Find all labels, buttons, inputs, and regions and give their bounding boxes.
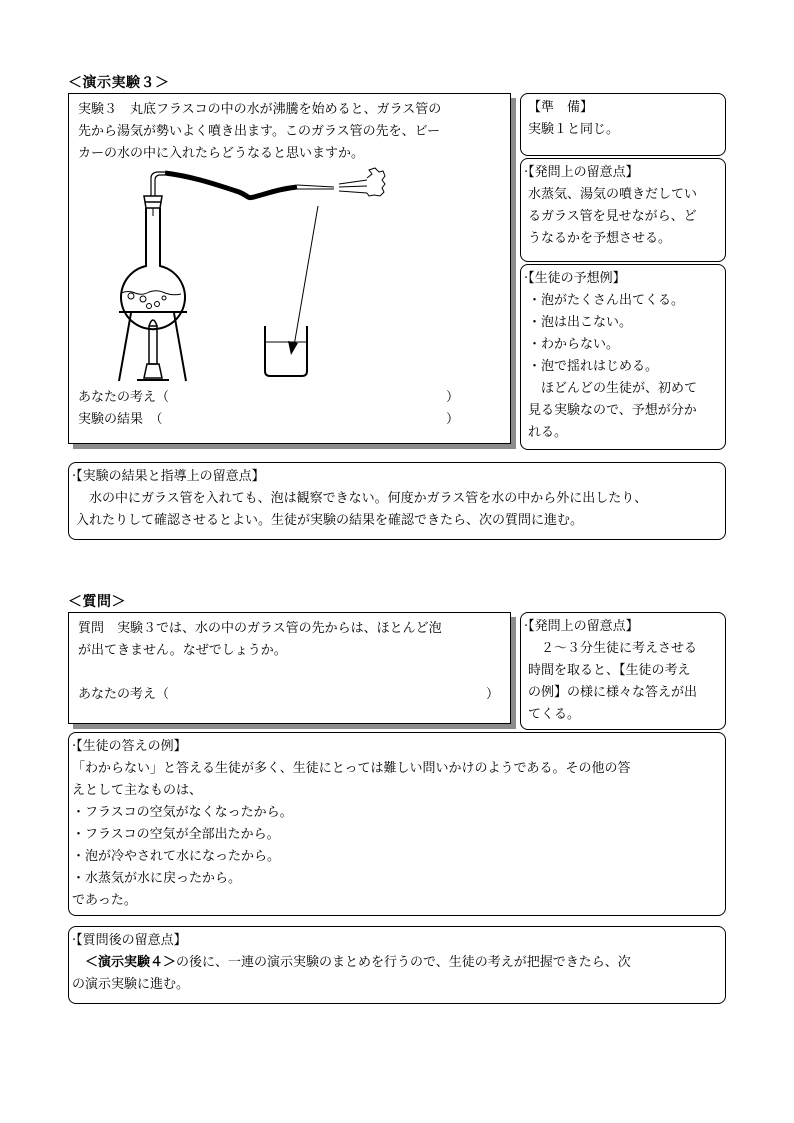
student-answers-box	[68, 732, 726, 916]
result-label: 実験の結果 （	[78, 412, 163, 427]
after-question-notes-box	[68, 926, 726, 1004]
demo-experiment-4-reference: ＜演示実験４＞	[72, 955, 177, 970]
question-notes-line-4: てくる。	[528, 707, 581, 722]
section-heading-question: ＜質問＞	[68, 594, 126, 610]
glass-nozzle-icon	[297, 185, 334, 189]
question-notes-line-2: 時間を取ると、【生徒の考え	[528, 663, 691, 678]
answers-closing-line: であった。	[72, 893, 137, 908]
question-notes-box	[520, 612, 726, 730]
experiment-illustration	[69, 166, 510, 386]
answer-item: ・フラスコの空気が全部出たから。	[72, 827, 280, 842]
questioning-notes-line-2: るガラス管を見せながら、ど	[528, 209, 697, 224]
answers-line-1: 「わからない」と答える生徒が多く、生徒にとっては難しい問いかけのようである。その他の答	[72, 761, 631, 776]
predictions-comment-line-3: れる。	[528, 425, 568, 440]
answers-title: ·【生徒の答えの例】	[72, 739, 187, 754]
question-line-2: 先から湯気が勢いよく噴き出ます。このガラス管の先を、ビー	[78, 124, 441, 139]
tripod-icon	[119, 312, 187, 381]
questioning-notes-line-1: 水蒸気、湯気の噴きだしてい	[528, 187, 698, 202]
results-line-2: 入れたりして確認させるとよい。生徒が実験の結果を確認できたら、次の質問に進む。	[76, 513, 584, 528]
answer-close-paren: ）	[446, 390, 460, 405]
after-notes-line-2: の演示実験に進む。	[72, 977, 190, 992]
question-notes-line-3: の例】の様に様々な答えが出	[528, 685, 698, 700]
questioning-notes-line-3: うなるかを予想させる。	[528, 231, 672, 246]
prediction-item: ・泡は出こない。	[528, 315, 633, 330]
student-predictions-box	[520, 264, 726, 450]
question2-line-1: 質問 実験３では、水の中のガラス管の先からは、ほとんど泡	[78, 621, 442, 636]
prediction-item: ・泡がたくさん出てくる。	[528, 293, 685, 308]
results-line-1: 水の中にガラス管を入れても、泡は観察できない。何度かガラス管を水の中から外に出したり、	[76, 491, 648, 506]
results-guidance-box	[68, 462, 726, 540]
answer-field[interactable]	[189, 390, 439, 408]
answer2-field[interactable]	[189, 687, 479, 705]
preparation-title: 【準 備】	[528, 100, 594, 115]
preparation-line: 実験１と同じ。	[528, 122, 620, 137]
results-title: ·【実験の結果と指導上の留意点】	[72, 469, 265, 484]
answer-item: ・フラスコの空気がなくなったから。	[72, 805, 293, 820]
question-notes-line-1: ２～３分生徒に考えさせる	[528, 641, 698, 656]
prediction-item: ・泡で揺れはじめる。	[528, 359, 659, 374]
rubber-tube-icon	[165, 173, 297, 198]
glass-tube-icon	[151, 172, 165, 196]
question2-line-2: が出てきません。なぜでしょうか。	[78, 643, 287, 658]
result-field[interactable]	[189, 412, 439, 430]
arrow-icon	[288, 206, 318, 355]
preparation-box	[520, 93, 726, 156]
section-heading-demo-experiment-3: ＜演示実験３＞	[68, 75, 170, 91]
after-notes-line-1	[72, 952, 631, 974]
answer-item: ・泡が冷やされて水になったから。	[72, 849, 281, 864]
question-notes-title: ·【発問上の留意点】	[524, 619, 639, 634]
experiment-question-box	[68, 93, 511, 444]
predictions-comment-line-1: ほどんどの生徒が、初めて	[528, 381, 698, 396]
answer2-close-paren: ）	[486, 687, 500, 702]
answer-label: あなたの考え（	[78, 390, 170, 405]
questioning-notes-title: ·【発問上の留意点】	[524, 165, 639, 180]
prediction-item: ・わからない。	[528, 337, 620, 352]
predictions-comment-line-2: 見る実験なので、予想が分か	[528, 403, 697, 418]
answers-line-2: えとして主なものは、	[72, 783, 203, 798]
predictions-title: ·【生徒の予想例】	[524, 271, 626, 286]
question-line-3: カーの水の中に入れたらどうなると思いますか。	[78, 146, 365, 161]
answer-item: ・水蒸気が水に戻ったから。	[72, 871, 242, 886]
result-close-paren: ）	[446, 412, 460, 427]
answer2-label: あなたの考え（	[78, 687, 170, 702]
beaker-icon	[265, 326, 307, 376]
question-box	[68, 612, 511, 724]
question-line-1: 実験３ 丸底フラスコの中の水が沸騰を始めると、ガラス管の	[78, 102, 442, 117]
questioning-notes-box	[520, 158, 726, 262]
steam-icon	[339, 168, 385, 196]
after-notes-title: ·【質問後の留意点】	[72, 933, 187, 948]
after-notes-line-1-rest: の後に、一連の演示実験のまとめを行うので、生徒の考えが把握できたら、次	[176, 955, 631, 970]
